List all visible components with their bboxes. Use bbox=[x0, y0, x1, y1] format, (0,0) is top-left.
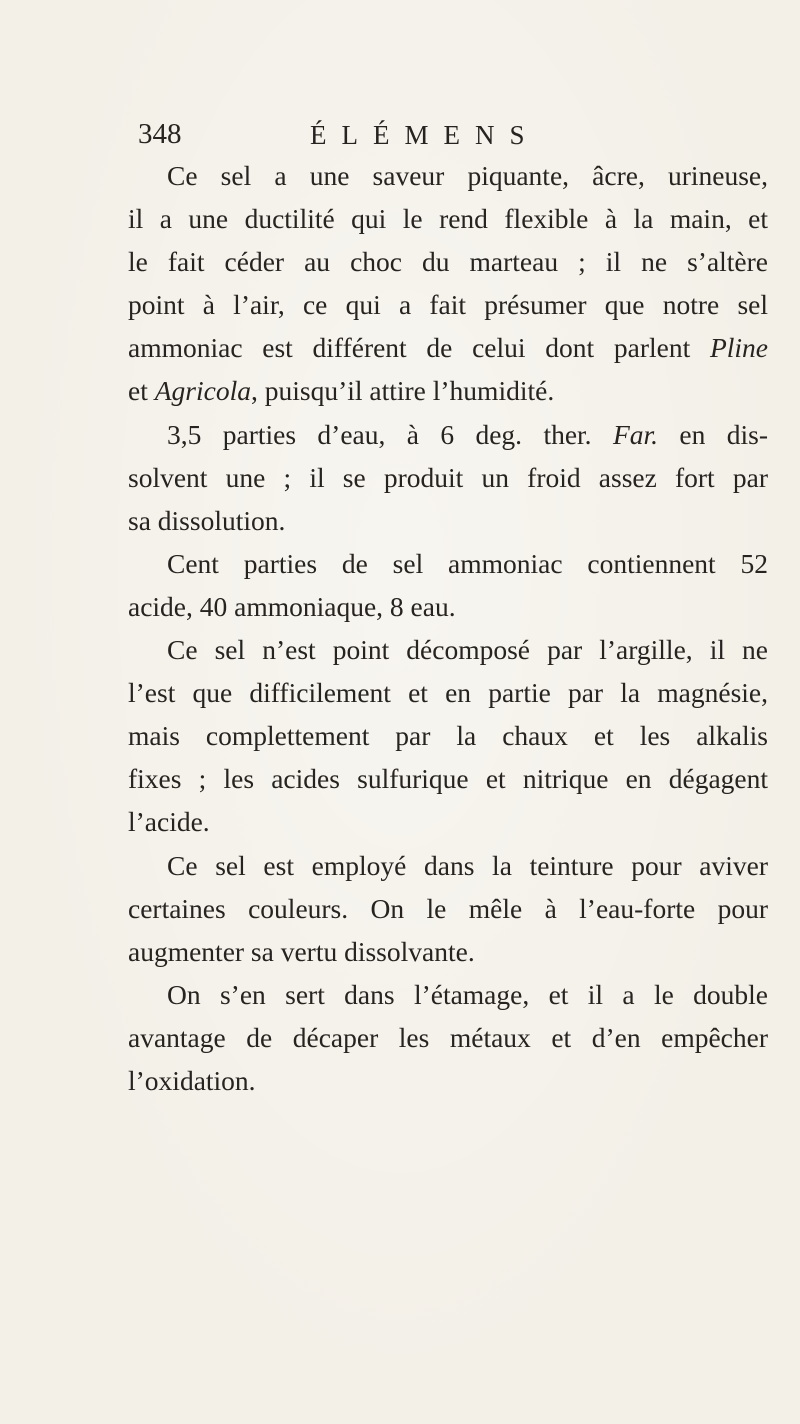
text-line: acide, 40 ammoniaque, 8 eau. bbox=[128, 590, 456, 622]
text-line: Ce sel a une saveur piquante, âcre, urineuse, bbox=[167, 160, 768, 191]
text-line: Cent parties de sel ammoniac contiennent 52 bbox=[167, 547, 768, 579]
italic-abbrev: Far. bbox=[612, 418, 659, 450]
text-line: mais complettement par la chaux et les alkalis bbox=[128, 720, 768, 752]
page-number: 348 bbox=[138, 118, 182, 150]
text-line: avantage de décaper les métaux et d’en empêcher bbox=[128, 1021, 768, 1053]
text-line: fixes ; les acides sulfurique et nitrique en dégagent bbox=[128, 763, 768, 795]
body-text bbox=[128, 154, 768, 1102]
text-line: le fait céder au choc du marteau ; il ne s’altère bbox=[128, 246, 768, 278]
text-line: augmenter sa vertu dissolvante. bbox=[128, 935, 475, 967]
italic-name: Agricola bbox=[154, 375, 251, 407]
running-title: ÉLÉMENS bbox=[310, 120, 540, 150]
text-line: certaines couleurs. On le mêle à l’eau-forte pour bbox=[128, 892, 768, 924]
text-line: Ce sel est employé dans la teinture pour aviver bbox=[167, 849, 768, 881]
text-line: solvent une ; il se produit un froid assez fort par bbox=[128, 461, 768, 493]
text-line: 3,5 parties d’eau, à 6 deg. ther. Far. en dis- bbox=[167, 418, 768, 450]
text-line: Ce sel n’est point décomposé par l’argille, il ne bbox=[167, 634, 768, 666]
text-line: point à l’air, ce qui a fait présumer que notre sel bbox=[128, 289, 768, 321]
text-line: On s’en sert dans l’étamage, et il a le double bbox=[167, 978, 768, 1010]
text-line: l’oxidation. bbox=[128, 1064, 256, 1096]
running-head bbox=[138, 118, 698, 158]
text-line: il a une ductilité qui le rend flexible à la main, et bbox=[128, 203, 768, 235]
text-line: ammoniac est différent de celui dont parlent Pline bbox=[128, 332, 768, 364]
text-line: et Agricola, puisqu’il attire l’humidité. bbox=[128, 375, 555, 407]
italic-name: Pline bbox=[709, 332, 768, 364]
text-line: sa dissolution. bbox=[128, 504, 286, 536]
text-line: l’acide. bbox=[128, 806, 210, 838]
text-line: l’est que difficilement et en partie par la magnésie, bbox=[128, 677, 768, 709]
